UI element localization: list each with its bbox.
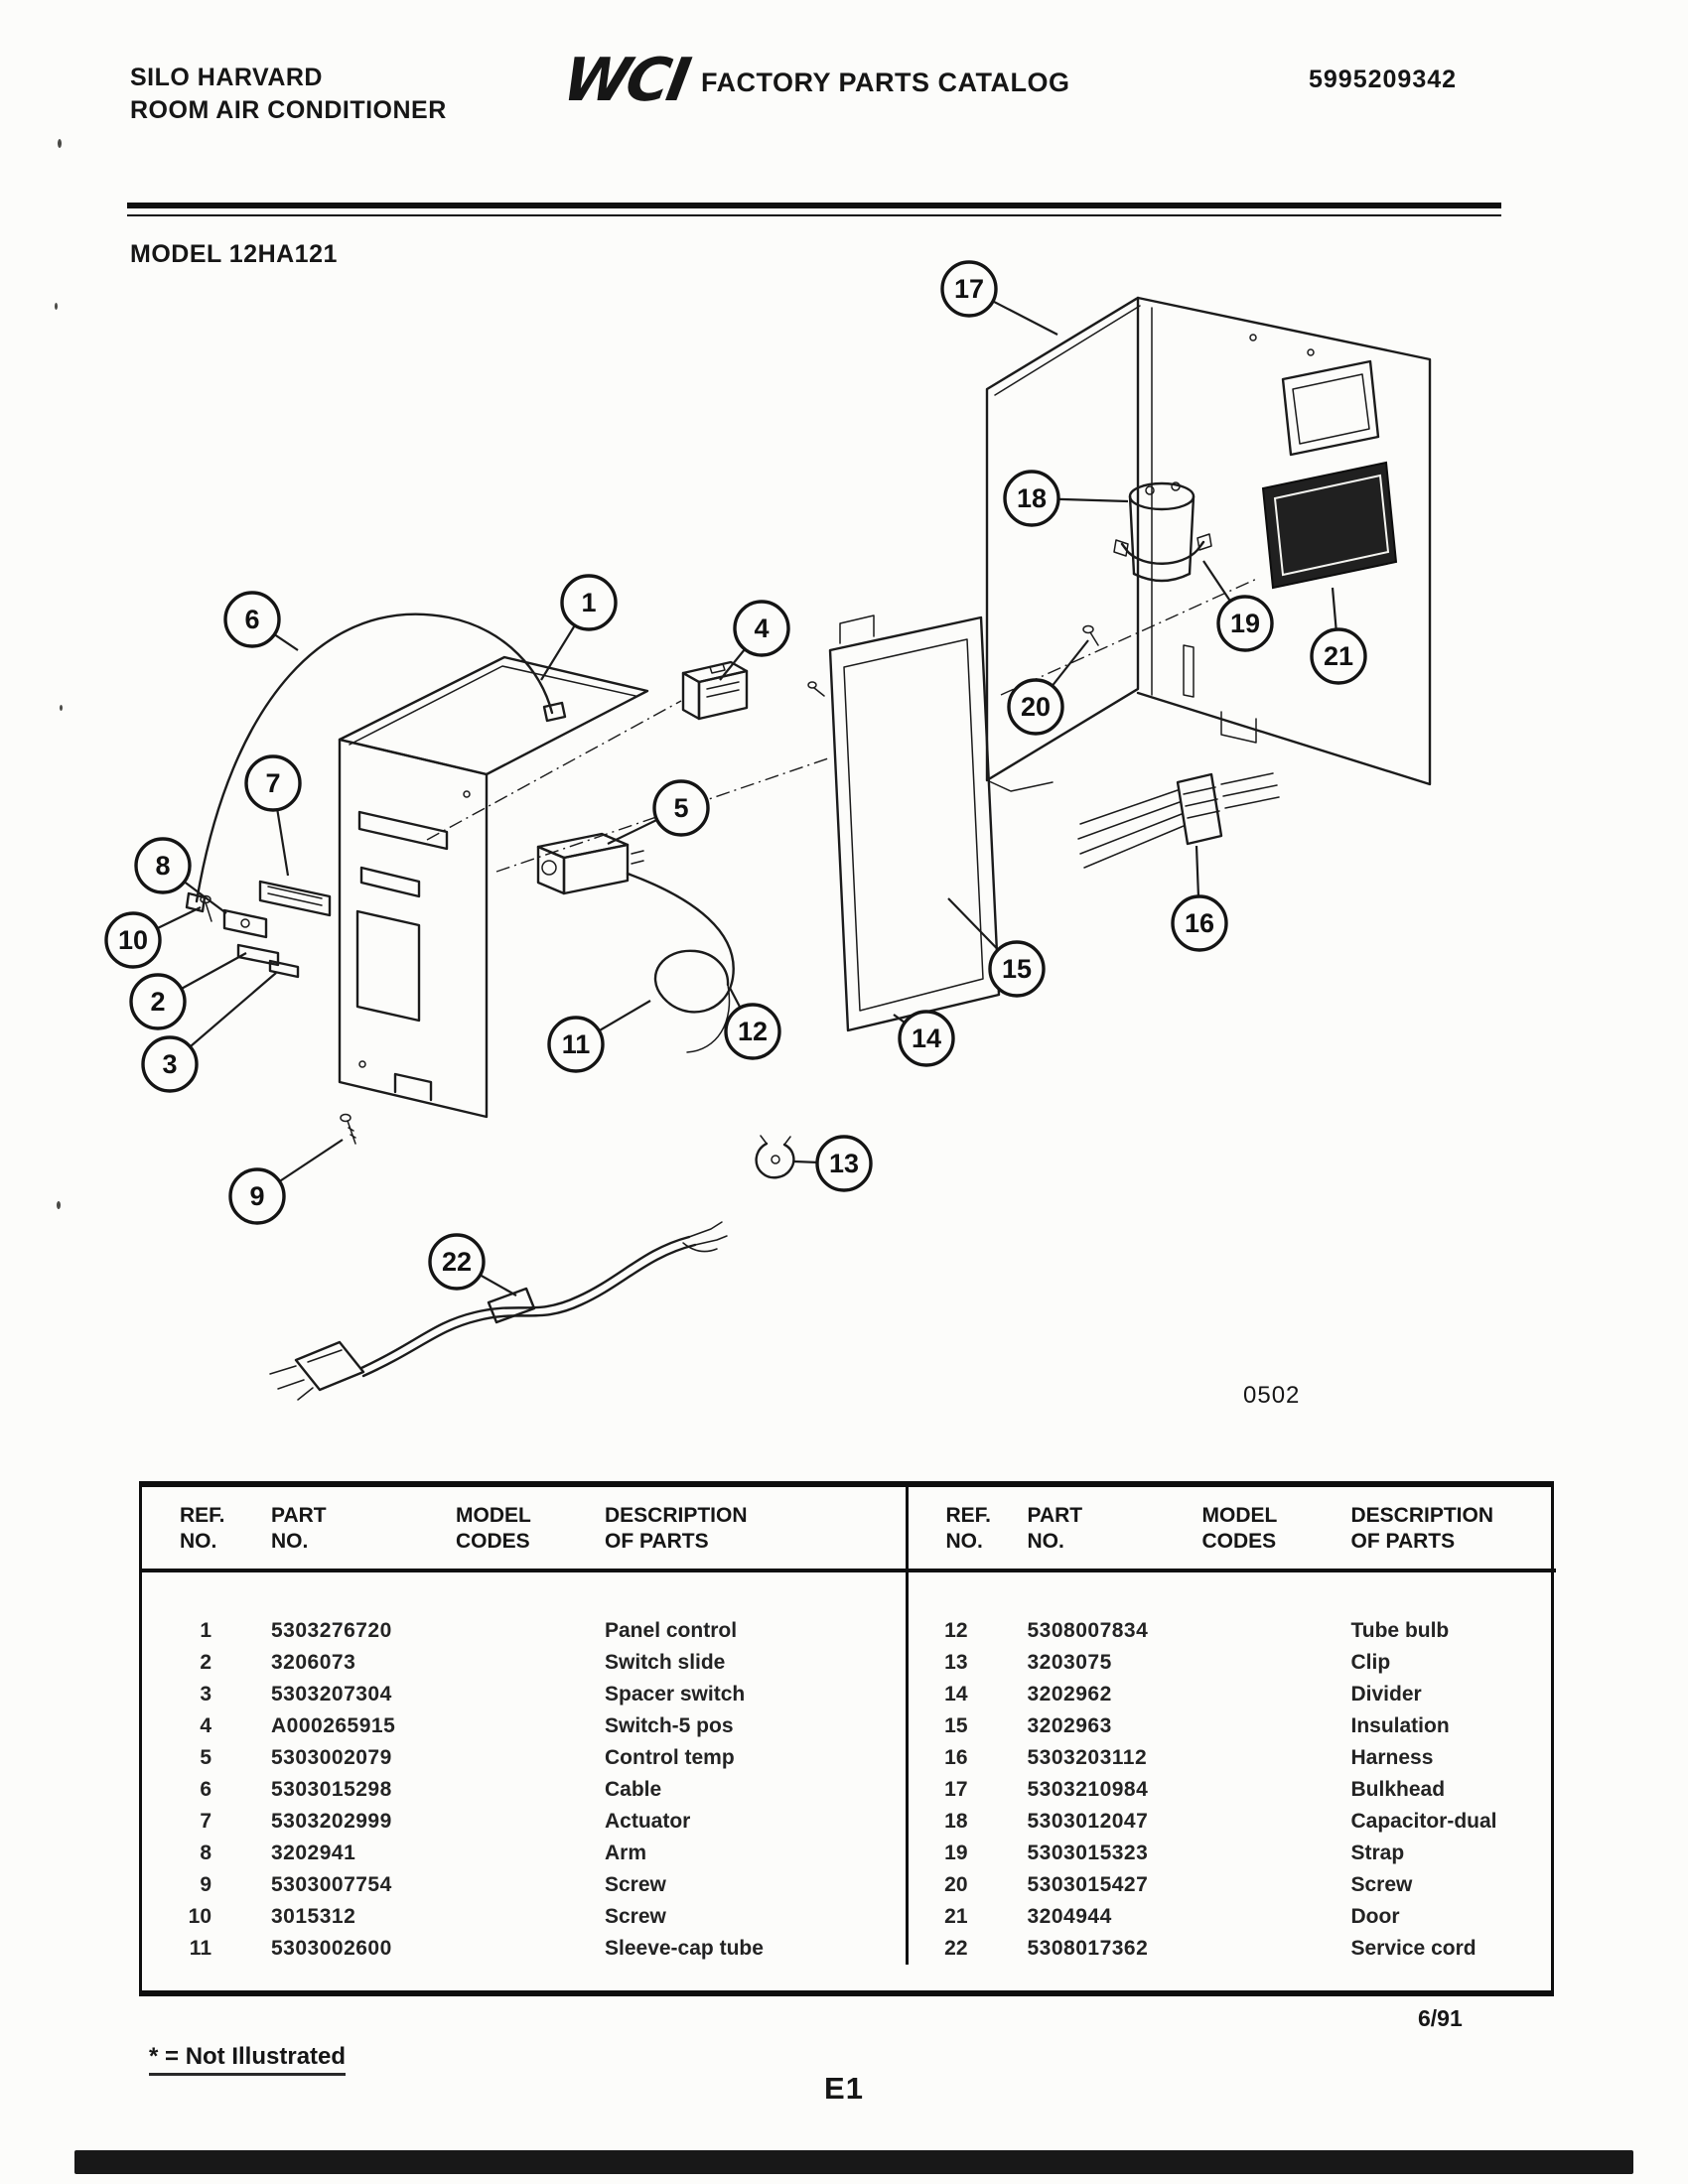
- clip-part: [757, 1136, 794, 1177]
- column-header: REF. NO.: [180, 1504, 225, 1553]
- part-no-cell: 3202941: [271, 1842, 356, 1864]
- capacitor-part: [1114, 482, 1211, 581]
- model-codes-cell: [450, 1570, 599, 1647]
- part-no-cell: 5303202999: [271, 1810, 392, 1833]
- model-codes-cell: [450, 1710, 599, 1742]
- part-no-cell: 3204944: [1027, 1905, 1112, 1928]
- ref-no-cell: 14: [944, 1683, 968, 1706]
- model-codes-cell: [1196, 1570, 1345, 1647]
- part-no-cell: 5308007834: [1027, 1619, 1149, 1642]
- ref-no-cell: 8: [200, 1842, 211, 1864]
- scan-artifact-bottom: [74, 2150, 1633, 2174]
- ref-no-cell: 7: [200, 1810, 211, 1833]
- callout-number: 12: [737, 1017, 769, 1046]
- table-row: [142, 1838, 907, 1869]
- model-codes-cell: [1196, 1806, 1345, 1838]
- wci-logo: WCI: [557, 46, 693, 115]
- ref-no-cell: 11: [189, 1937, 211, 1960]
- description-cell: Door: [1350, 1905, 1400, 1928]
- table-row: [142, 1869, 907, 1901]
- model-codes-cell: [450, 1679, 599, 1710]
- part-no-cell: 5308017362: [1027, 1937, 1149, 1960]
- description-cell: Tube bulb: [1350, 1619, 1450, 1642]
- model-codes-cell: [1196, 1774, 1345, 1806]
- callout-number: 14: [911, 1024, 942, 1053]
- header-rule-thin: [127, 214, 1501, 216]
- callout-number: 4: [754, 614, 770, 643]
- table-row: [909, 1869, 1556, 1901]
- callout-number: 10: [117, 925, 149, 955]
- model-codes-cell: [450, 1774, 599, 1806]
- description-cell: Switch slide: [605, 1651, 726, 1674]
- description-cell: Sleeve-cap tube: [605, 1937, 764, 1960]
- control-temp-part: [538, 834, 643, 893]
- callout-number: 1: [581, 588, 597, 617]
- ref-no-cell: 19: [944, 1842, 968, 1864]
- model-codes-cell: [1196, 1742, 1345, 1774]
- model-codes-cell: [1196, 1901, 1345, 1933]
- callout-number: 6: [244, 605, 260, 634]
- table-row: [142, 1647, 907, 1679]
- ref-no-cell: 18: [944, 1810, 968, 1833]
- brand-line1: SILO HARVARD: [130, 64, 323, 91]
- model-codes-cell: [450, 1838, 599, 1869]
- small-parts: [201, 882, 355, 1144]
- table-row: [142, 1933, 907, 1965]
- table-row: [909, 1710, 1556, 1742]
- description-cell: Cable: [605, 1778, 662, 1801]
- part-no-cell: 5303002079: [271, 1746, 392, 1769]
- scan-speck: [57, 1201, 61, 1209]
- model-codes-cell: [450, 1933, 599, 1965]
- parts-table-right: [909, 1487, 1556, 1965]
- table-header-row: [909, 1487, 1556, 1570]
- callout-number: 8: [155, 851, 171, 881]
- table-row: [909, 1806, 1556, 1838]
- part-no-cell: 5303210984: [1027, 1778, 1149, 1801]
- part-no-cell: 5303015323: [1027, 1842, 1149, 1864]
- table-row: [909, 1901, 1556, 1933]
- table-row: [142, 1710, 907, 1742]
- description-cell: Arm: [605, 1842, 647, 1864]
- header-rule-heavy: [127, 203, 1501, 208]
- column-header: MODEL CODES: [456, 1504, 531, 1553]
- table-row: [142, 1806, 907, 1838]
- ref-no-cell: 2: [200, 1651, 211, 1674]
- scan-speck: [58, 139, 62, 148]
- axis-lines: [427, 578, 1259, 872]
- description-cell: Screw: [605, 1905, 666, 1928]
- model-codes-cell: [450, 1647, 599, 1679]
- description-cell: Panel control: [605, 1619, 738, 1642]
- table-row: [909, 1742, 1556, 1774]
- model-title: MODEL 12HA121: [130, 240, 338, 268]
- ref-no-cell: 5: [200, 1746, 211, 1769]
- description-cell: Clip: [1350, 1651, 1391, 1674]
- description-cell: Strap: [1350, 1842, 1405, 1864]
- issue-date: 6/91: [1418, 2005, 1463, 2031]
- part-no-cell: 3203075: [1027, 1651, 1112, 1674]
- doc-number: 5995209342: [1309, 66, 1458, 93]
- callout-balloons: [106, 262, 1365, 1296]
- callout-number: 15: [1001, 954, 1033, 984]
- column-header: DESCRIPTION OF PARTS: [605, 1504, 748, 1553]
- table-row: [142, 1774, 907, 1806]
- description-cell: Screw: [1350, 1873, 1413, 1896]
- callout-number: 3: [162, 1049, 178, 1079]
- model-codes-cell: [450, 1742, 599, 1774]
- callout-number: 16: [1184, 908, 1215, 938]
- ref-no-cell: 6: [200, 1778, 211, 1801]
- table-row: [142, 1679, 907, 1710]
- table-row: [909, 1774, 1556, 1806]
- scan-speck: [55, 303, 58, 310]
- parts-table-left: [142, 1487, 909, 1965]
- model-codes-cell: [450, 1806, 599, 1838]
- description-cell: Screw: [605, 1873, 666, 1896]
- column-header: PART NO.: [271, 1504, 327, 1553]
- table-row: [909, 1647, 1556, 1679]
- table-row: [909, 1838, 1556, 1869]
- column-header: DESCRIPTION OF PARTS: [1350, 1504, 1494, 1553]
- ref-no-cell: 17: [944, 1778, 968, 1801]
- page-number: E1: [824, 2071, 864, 2106]
- part-no-cell: 5303207304: [271, 1683, 392, 1706]
- service-cord-part: [270, 1222, 727, 1400]
- model-codes-cell: [1196, 1869, 1345, 1901]
- description-cell: Switch-5 pos: [605, 1714, 734, 1737]
- parts-table: [139, 1481, 1554, 1996]
- ref-no-cell: 21: [944, 1905, 968, 1928]
- callout-number: 5: [673, 793, 689, 823]
- description-cell: Bulkhead: [1350, 1778, 1446, 1801]
- ref-no-cell: 9: [200, 1873, 211, 1896]
- part-no-cell: 5303276720: [271, 1619, 392, 1642]
- callout-number: 2: [150, 987, 166, 1017]
- table-body-right: [909, 1570, 1556, 1965]
- model-codes-cell: [1196, 1679, 1345, 1710]
- ref-no-cell: 15: [944, 1714, 968, 1737]
- part-no-cell: 5303007754: [271, 1873, 392, 1896]
- callout-number: 22: [441, 1247, 473, 1277]
- description-cell: Spacer switch: [605, 1683, 746, 1706]
- exploded-parts-diagram: [0, 248, 1688, 1449]
- part-no-cell: A000265915: [271, 1714, 396, 1737]
- description-cell: Actuator: [605, 1810, 691, 1833]
- table-row: [142, 1901, 907, 1933]
- part-no-cell: 5303015298: [271, 1778, 392, 1801]
- brand-line2: ROOM AIR CONDITIONER: [130, 96, 447, 124]
- table-row: [142, 1570, 907, 1647]
- callout-number: 19: [1229, 609, 1261, 638]
- brand-block: [130, 62, 447, 127]
- column-header: PART NO.: [1027, 1504, 1083, 1553]
- callout-number: 18: [1016, 483, 1048, 513]
- table-row: [142, 1742, 907, 1774]
- column-header: REF. NO.: [945, 1504, 992, 1553]
- table-row: [909, 1679, 1556, 1710]
- divider-panel-part: [808, 615, 999, 1030]
- ref-no-cell: 16: [944, 1746, 968, 1769]
- not-illustrated-note: * = Not Illustrated: [149, 2043, 346, 2076]
- model-codes-cell: [450, 1869, 599, 1901]
- ref-no-cell: 3: [200, 1683, 211, 1706]
- column-header: MODEL CODES: [1201, 1504, 1278, 1553]
- ref-no-cell: 12: [944, 1619, 968, 1642]
- part-no-cell: 5303012047: [1027, 1810, 1149, 1833]
- callout-number: 7: [265, 768, 281, 798]
- switch-part: [683, 662, 747, 719]
- description-cell: Control temp: [605, 1746, 735, 1769]
- part-no-cell: 3015312: [271, 1905, 356, 1928]
- ref-no-cell: 10: [188, 1905, 211, 1928]
- capillary-tube-part: [628, 874, 734, 1052]
- callout-number: 17: [953, 274, 985, 304]
- callout-number: 13: [828, 1149, 860, 1178]
- part-no-cell: 5303002600: [271, 1937, 392, 1960]
- figure-code: 0502: [1243, 1382, 1301, 1409]
- part-no-cell: 3202963: [1027, 1714, 1112, 1737]
- ref-no-cell: 13: [944, 1651, 968, 1674]
- model-codes-cell: [450, 1901, 599, 1933]
- model-codes-cell: [1196, 1647, 1345, 1679]
- description-cell: Capacitor-dual: [1350, 1810, 1497, 1833]
- table-header-row: [142, 1487, 907, 1570]
- description-cell: Insulation: [1350, 1714, 1450, 1737]
- ref-no-cell: 1: [200, 1619, 211, 1642]
- callout-number: 20: [1020, 692, 1052, 722]
- table-body-left: [142, 1570, 907, 1965]
- ref-no-cell: 4: [200, 1714, 211, 1737]
- scan-speck: [60, 705, 63, 711]
- model-codes-cell: [1196, 1710, 1345, 1742]
- part-no-cell: 5303015427: [1027, 1873, 1149, 1896]
- table-row: [909, 1933, 1556, 1965]
- harness-part: [1078, 773, 1279, 868]
- callout-number: 21: [1323, 641, 1354, 671]
- part-no-cell: 5303203112: [1027, 1746, 1148, 1769]
- ref-no-cell: 20: [944, 1873, 968, 1896]
- description-cell: Harness: [1350, 1746, 1434, 1769]
- part-no-cell: 3206073: [271, 1651, 356, 1674]
- catalog-title: FACTORY PARTS CATALOG: [701, 68, 1070, 97]
- model-codes-cell: [1196, 1838, 1345, 1869]
- callout-number: 9: [249, 1181, 265, 1211]
- description-cell: Service cord: [1350, 1937, 1477, 1960]
- table-row: [909, 1570, 1556, 1647]
- model-codes-cell: [1196, 1933, 1345, 1965]
- part-no-cell: 3202962: [1027, 1683, 1112, 1706]
- ref-no-cell: 22: [944, 1937, 968, 1960]
- callout-number: 11: [561, 1029, 591, 1059]
- description-cell: Divider: [1350, 1683, 1422, 1706]
